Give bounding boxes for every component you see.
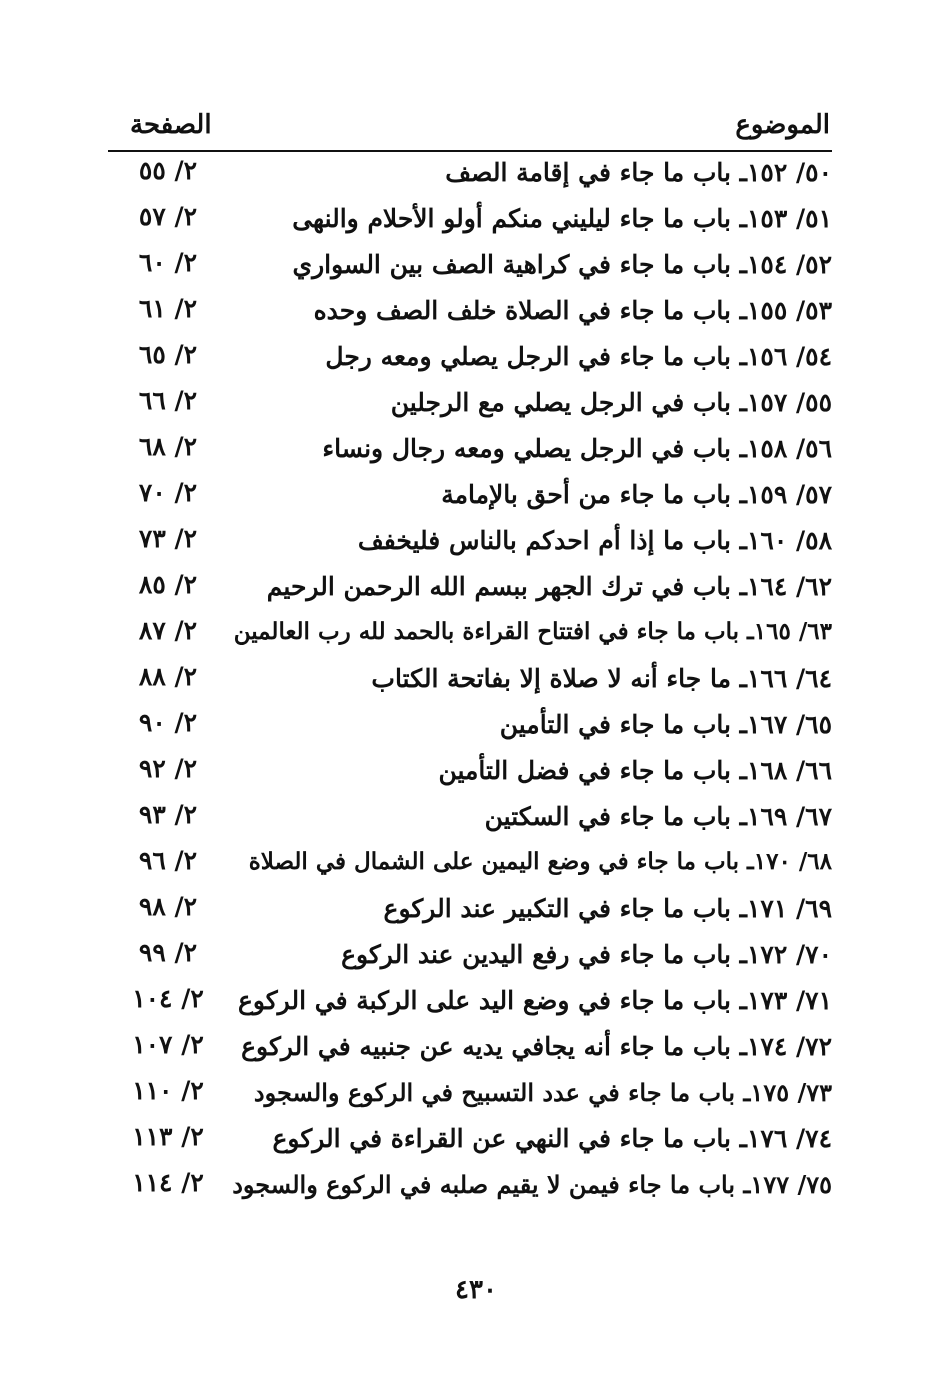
- entry-page-ref: ٢/ ٦١: [138, 294, 198, 323]
- index-entry: [108, 1118, 832, 1164]
- entry-topic: ٧٤/ ١٧٦ـ باب ما جاء في النهي عن القراءة في الركوع: [272, 1124, 832, 1153]
- entry-topic: ٦٢/ ١٦٤ـ باب في ترك الجهر ببسم الله الرحمن الرحيم: [266, 572, 832, 601]
- index-entry: [108, 842, 832, 888]
- entry-page-ref: ٢/ ١١٠: [132, 1076, 204, 1105]
- entry-page-ref: ٢/ ٦٥: [138, 340, 198, 369]
- index-entry: [108, 750, 832, 796]
- entry-topic: ٧٢/ ١٧٤ـ باب ما جاء أنه يجافي يديه عن جنبيه في الركوع: [241, 1032, 832, 1061]
- entry-page-ref: ٢/ ٧٣: [138, 524, 198, 553]
- entry-page-ref: ٢/ ١٠٤: [132, 984, 204, 1013]
- index-entry: [108, 658, 832, 704]
- page-column-heading: الصفحة: [130, 110, 212, 140]
- entry-topic: ٦٥/ ١٦٧ـ باب ما جاء في التأمين: [499, 710, 832, 739]
- entry-topic: ٧٠/ ١٧٢ـ باب ما جاء في رفع اليدين عند الركوع: [341, 940, 832, 969]
- entry-topic: ٥١/ ١٥٣ـ باب ما جاء ليليني منكم أولو الأحلام والنهى: [292, 204, 832, 233]
- index-entry: [108, 980, 832, 1026]
- index-entry: [108, 888, 832, 934]
- entry-topic: ٥٢/ ١٥٤ـ باب ما جاء في كراهية الصف بين السواري: [292, 250, 832, 279]
- entry-topic: ٧٣/ ١٧٥ـ باب ما جاء في عدد التسبيح في الركوع والسجود: [253, 1078, 832, 1107]
- index-entry: [108, 796, 832, 842]
- index-entry: [108, 1164, 832, 1210]
- index-list: [108, 152, 832, 1210]
- entry-topic: ٦٩/ ١٧١ـ باب ما جاء في التكبير عند الركوع: [383, 894, 832, 923]
- entry-topic: ٧٥/ ١٧٧ـ باب ما جاء فيمن لا يقيم صلبه في الركوع والسجود: [232, 1170, 832, 1199]
- entry-page-ref: ٢/ ١١٤: [132, 1168, 204, 1197]
- entry-page-ref: ٢/ ٥٧: [138, 202, 198, 231]
- entry-topic: ٦٦/ ١٦٨ـ باب ما جاء في فضل التأمين: [438, 756, 832, 785]
- entry-page-ref: ٢/ ٩٢: [138, 754, 198, 783]
- index-entry: [108, 1026, 832, 1072]
- entry-page-ref: ٢/ ٦٦: [138, 386, 198, 415]
- entry-topic: ٧١/ ١٧٣ـ باب ما جاء في وضع اليد على الركبة في الركوع: [237, 986, 832, 1015]
- table-header: [108, 110, 830, 146]
- entry-topic: ٥٧/ ١٥٩ـ باب ما جاء من أحق بالإمامة: [441, 480, 832, 509]
- entry-page-ref: ٢/ ٨٧: [138, 616, 198, 645]
- index-entry: [108, 290, 832, 336]
- entry-topic: ٥٣/ ١٥٥ـ باب ما جاء في الصلاة خلف الصف وحده: [313, 296, 832, 325]
- index-entry: [108, 612, 832, 658]
- entry-topic: ٦٣/ ١٦٥ـ باب ما جاء في افتتاح القراءة بالحمد لله رب العالمين: [233, 618, 832, 645]
- index-entry: [108, 704, 832, 750]
- entry-page-ref: ٢/ ٩٩: [138, 938, 198, 967]
- index-entry: [108, 198, 832, 244]
- index-entry: [108, 520, 832, 566]
- entry-page-ref: ٢/ ٩٣: [138, 800, 198, 829]
- entry-topic: ٥٠/ ١٥٢ـ باب ما جاء في إقامة الصف: [445, 158, 832, 187]
- entry-topic: ٥٦/ ١٥٨ـ باب في الرجل يصلي ومعه رجال ونساء: [322, 434, 832, 463]
- entry-topic: ٦٧/ ١٦٩ـ باب ما جاء في السكتين: [484, 802, 832, 831]
- entry-page-ref: ٢/ ٨٨: [138, 662, 198, 691]
- index-entry: [108, 474, 832, 520]
- index-entry: [108, 152, 832, 198]
- index-entry: [108, 382, 832, 428]
- entry-page-ref: ٢/ ٩٨: [138, 892, 198, 921]
- entry-page-ref: ٢/ ٧٠: [138, 478, 198, 507]
- entry-topic: ٦٨/ ١٧٠ـ باب ما جاء في وضع اليمين على الشمال في الصلاة: [248, 848, 832, 875]
- index-entry: [108, 1072, 832, 1118]
- entry-page-ref: ٢/ ٨٥: [138, 570, 198, 599]
- index-entry: [108, 934, 832, 980]
- entry-topic: ٥٤/ ١٥٦ـ باب ما جاء في الرجل يصلي ومعه رجل: [325, 342, 832, 371]
- entry-page-ref: ٢/ ٦٠: [138, 248, 198, 277]
- entry-page-ref: ٢/ ٦٨: [138, 432, 198, 461]
- entry-page-ref: ٢/ ٩٦: [138, 846, 198, 875]
- entry-page-ref: ٢/ ٩٠: [138, 708, 198, 737]
- entry-page-ref: ٢/ ٥٥: [138, 156, 198, 185]
- entry-topic: ٥٥/ ١٥٧ـ باب في الرجل يصلي مع الرجلين: [390, 388, 832, 417]
- entry-topic: ٦٤/ ١٦٦ـ ما جاء أنه لا صلاة إلا بفاتحة الكتاب: [371, 664, 832, 693]
- topic-column-heading: الموضوع: [735, 110, 830, 140]
- index-entry: [108, 428, 832, 474]
- index-entry: [108, 336, 832, 382]
- index-entry: [108, 244, 832, 290]
- entry-page-ref: ٢/ ١٠٧: [132, 1030, 204, 1059]
- index-entry: [108, 566, 832, 612]
- page-number: ٤٣٠: [455, 1275, 497, 1305]
- entry-topic: ٥٨/ ١٦٠ـ باب ما إذا أم احدكم بالناس فليخفف: [357, 526, 832, 555]
- entry-page-ref: ٢/ ١١٣: [132, 1122, 204, 1151]
